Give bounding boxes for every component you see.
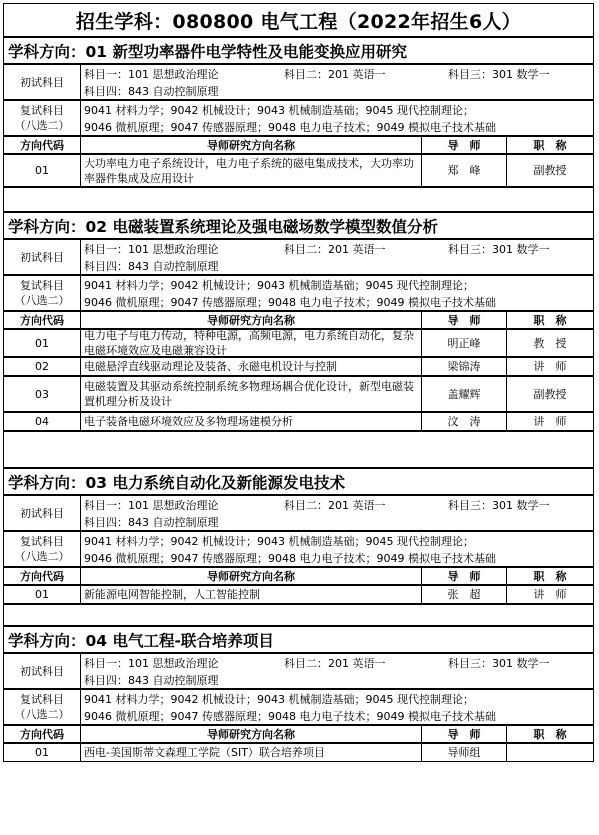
prelim-label-text: 初试科目 — [20, 664, 64, 678]
retest-label-text: 复试科目 — [20, 104, 64, 117]
row-code: 01 — [3, 154, 81, 187]
prelim-label — [3, 495, 81, 531]
row-code: 04 — [3, 412, 81, 431]
prelim-subject: 科目二：201 英语一 — [284, 68, 386, 81]
prelim-line — [84, 258, 590, 275]
prelim-subject: 科目四：843 自动控制原理 — [84, 674, 219, 687]
retest-line: 9046 微机原理；9047 传感器原理；9048 电力电子技术；9049 模拟电子技术基础 — [84, 710, 496, 723]
prelim-line — [84, 655, 590, 672]
prelim-line — [84, 497, 590, 514]
retest-line: 9046 微机原理；9047 传感器原理；9048 电力电子技术；9049 模拟电子技术基础 — [84, 552, 496, 565]
row-advisor: 导师组 — [421, 743, 507, 762]
prelim-subject: 科目四：843 自动控制原理 — [84, 516, 219, 529]
retest-label-text: 复试科目 — [20, 535, 64, 548]
prelim-subject: 科目三：301 数学一 — [448, 499, 550, 512]
retest-line: 9046 微机原理；9047 传感器原理；9048 电力电子技术；9049 模拟电子技术基础 — [84, 121, 496, 134]
section-spacer — [3, 431, 594, 468]
row-advisor: 郑 峰 — [421, 154, 507, 187]
prelim-subject: 科目一：101 思想政治理论 — [84, 657, 219, 670]
prelim-subject: 科目三：301 数学一 — [448, 657, 550, 670]
retest-label — [3, 100, 81, 136]
prelim-subjects — [80, 495, 594, 531]
row-code: 01 — [3, 743, 81, 762]
prelim-subject: 科目二：201 英语一 — [284, 657, 386, 670]
retest-subjects — [80, 689, 594, 725]
prelim-subject: 科目四：843 自动控制原理 — [84, 85, 219, 98]
row-title: 讲 师 — [506, 357, 594, 376]
col-header-name: 导师研究方向名称 — [80, 725, 422, 743]
row-code: 03 — [3, 376, 81, 412]
prelim-subject: 科目二：201 英语一 — [284, 499, 386, 512]
retest-label-sub: （八选二） — [14, 708, 70, 721]
row-advisor: 张 超 — [421, 585, 507, 604]
section-heading: 学科方向：02 电磁装置系统理论及强电磁场数学模型数值分析 — [3, 212, 594, 239]
row-direction-name: 大功率电力电子系统设计，电力电子系统的磁电集成技术，大功率功率器件集成及应用设计 — [80, 154, 422, 187]
retest-subjects — [80, 531, 594, 567]
row-advisor: 盖耀辉 — [421, 376, 507, 412]
row-direction-name: 电子装备电磁环境效应及多物理场建模分析 — [80, 412, 422, 431]
row-advisor: 汶 涛 — [421, 412, 507, 431]
prelim-subject: 科目三：301 数学一 — [448, 243, 550, 256]
col-header-code: 方向代码 — [3, 311, 81, 329]
row-title: 讲 师 — [506, 412, 594, 431]
col-header-code: 方向代码 — [3, 725, 81, 743]
prelim-line — [84, 83, 590, 100]
row-direction-name: 西电-美国斯蒂文森理工学院（SIT）联合培养项目 — [80, 743, 422, 762]
prelim-label-text: 初试科目 — [20, 75, 64, 89]
row-title: 教 授 — [506, 329, 594, 357]
section-spacer — [3, 604, 594, 626]
prelim-subjects — [80, 653, 594, 689]
prelim-line — [84, 514, 590, 531]
prelim-subject: 科目一：101 思想政治理论 — [84, 243, 219, 256]
col-header-name: 导师研究方向名称 — [80, 136, 422, 154]
retest-label — [3, 531, 81, 567]
row-title — [506, 743, 594, 762]
retest-label-sub: （八选二） — [14, 550, 70, 563]
col-header-title: 职 称 — [506, 311, 594, 329]
section-spacer — [3, 187, 594, 212]
col-header-title: 职 称 — [506, 567, 594, 585]
prelim-subjects — [80, 239, 594, 275]
prelim-line — [84, 672, 590, 689]
prelim-label — [3, 653, 81, 689]
prelim-subject: 科目三：301 数学一 — [448, 68, 550, 81]
row-code: 01 — [3, 585, 81, 604]
page-title: 招生学科：080800 电气工程（2022年招生6人） — [3, 3, 594, 37]
retest-label — [3, 275, 81, 311]
retest-label-sub: （八选二） — [14, 294, 70, 307]
prelim-subject: 科目四：843 自动控制原理 — [84, 260, 219, 273]
retest-label — [3, 689, 81, 725]
row-direction-name: 新能源电网智能控制，人工智能控制 — [80, 585, 422, 604]
retest-line: 9041 材料力学；9042 机械设计；9043 机械制造基础；9045 现代控制理论； — [84, 104, 474, 117]
col-header-advisor: 导 师 — [421, 725, 507, 743]
retest-label-text: 复试科目 — [20, 693, 64, 706]
col-header-name: 导师研究方向名称 — [80, 311, 422, 329]
retest-line: 9041 材料力学；9042 机械设计；9043 机械制造基础；9045 现代控制理论； — [84, 279, 474, 292]
prelim-line — [84, 66, 590, 83]
row-title: 副教授 — [506, 154, 594, 187]
row-direction-name: 电磁悬浮直线驱动理论及装备、永磁电机设计与控制 — [80, 357, 422, 376]
row-code: 02 — [3, 357, 81, 376]
row-code: 01 — [3, 329, 81, 357]
prelim-label — [3, 64, 81, 100]
row-direction-name: 电力电子与电力传动，特种电源，高频电源，电力系统自动化，复杂电磁环境效应及电磁兼容设计 — [80, 329, 422, 357]
row-advisor: 明正峰 — [421, 329, 507, 357]
prelim-label-text: 初试科目 — [20, 250, 64, 264]
row-direction-name: 电磁装置及其驱动系统控制系统多物理场耦合优化设计，新型电磁装置机理分析及设计 — [80, 376, 422, 412]
row-advisor: 梁锦涛 — [421, 357, 507, 376]
section-heading: 学科方向：01 新型功率器件电学特性及电能变换应用研究 — [3, 37, 594, 64]
col-header-advisor: 导 师 — [421, 136, 507, 154]
prelim-subject: 科目二：201 英语一 — [284, 243, 386, 256]
prelim-subject: 科目一：101 思想政治理论 — [84, 499, 219, 512]
row-title: 副教授 — [506, 376, 594, 412]
col-header-title: 职 称 — [506, 725, 594, 743]
col-header-advisor: 导 师 — [421, 567, 507, 585]
col-header-code: 方向代码 — [3, 136, 81, 154]
retest-subjects — [80, 100, 594, 136]
prelim-label-text: 初试科目 — [20, 506, 64, 520]
retest-label-sub: （八选二） — [14, 119, 70, 132]
retest-line: 9041 材料力学；9042 机械设计；9043 机械制造基础；9045 现代控制理论； — [84, 693, 474, 706]
prelim-subjects — [80, 64, 594, 100]
retest-line: 9041 材料力学；9042 机械设计；9043 机械制造基础；9045 现代控制理论； — [84, 535, 474, 548]
col-header-name: 导师研究方向名称 — [80, 567, 422, 585]
row-title: 讲 师 — [506, 585, 594, 604]
section-heading: 学科方向：03 电力系统自动化及新能源发电技术 — [3, 468, 594, 495]
retest-subjects — [80, 275, 594, 311]
col-header-title: 职 称 — [506, 136, 594, 154]
col-header-advisor: 导 师 — [421, 311, 507, 329]
retest-label-text: 复试科目 — [20, 279, 64, 292]
prelim-label — [3, 239, 81, 275]
section-heading: 学科方向：04 电气工程-联合培养项目 — [3, 626, 594, 653]
prelim-subject: 科目一：101 思想政治理论 — [84, 68, 219, 81]
col-header-code: 方向代码 — [3, 567, 81, 585]
prelim-line — [84, 241, 590, 258]
retest-line: 9046 微机原理；9047 传感器原理；9048 电力电子技术；9049 模拟电子技术基础 — [84, 296, 496, 309]
